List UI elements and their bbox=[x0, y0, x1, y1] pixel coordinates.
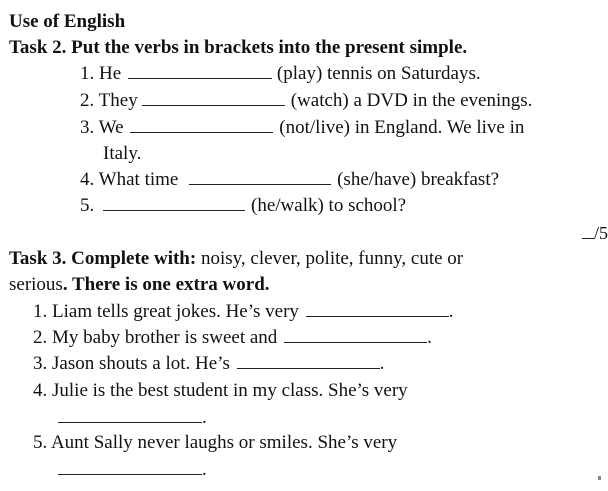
item-number: 4. bbox=[33, 380, 48, 401]
task2-item-1 bbox=[80, 63, 481, 85]
task3-instruction: . There is one extra word. bbox=[62, 274, 270, 295]
item-number: 3. bbox=[80, 117, 95, 138]
score-blank[interactable] bbox=[582, 223, 594, 239]
item-prompt-text: (play) tennis on Saturdays. bbox=[276, 63, 481, 84]
item-prompt-text: (she/have) breakfast? bbox=[337, 169, 500, 190]
item-number: 4. bbox=[80, 169, 95, 190]
item-sentence: Aunt Sally never laughs or smiles. She’s very bbox=[50, 432, 398, 453]
task3-item-5 bbox=[33, 432, 397, 454]
item-prompt-text: (not/live) in England. We live in bbox=[279, 117, 525, 138]
scan-speck bbox=[598, 476, 601, 480]
item-full-stop: . bbox=[202, 407, 207, 428]
task2-item-4 bbox=[80, 169, 499, 191]
answer-blank[interactable] bbox=[237, 353, 380, 369]
item-lead-text: What time bbox=[98, 169, 179, 190]
task3-item-5-answer-line bbox=[58, 459, 207, 481]
task2-item-2 bbox=[80, 90, 532, 112]
score-total: /5 bbox=[594, 223, 608, 243]
item-number: 2. bbox=[33, 327, 48, 348]
item-prompt-text: (he/walk) to school? bbox=[251, 195, 407, 216]
task2-item-3 bbox=[80, 117, 524, 139]
item-number: 3. bbox=[33, 353, 48, 374]
task3-item-2 bbox=[33, 327, 432, 349]
item-number: 1. bbox=[80, 63, 95, 84]
answer-blank[interactable] bbox=[58, 459, 202, 475]
item-lead-text: We bbox=[98, 117, 124, 138]
answer-blank[interactable] bbox=[128, 63, 272, 79]
task3-item-4-answer-line bbox=[58, 407, 207, 429]
answer-blank[interactable] bbox=[284, 327, 427, 343]
item-full-stop: . bbox=[202, 459, 207, 480]
item-full-stop: . bbox=[448, 301, 454, 322]
answer-blank[interactable] bbox=[58, 407, 202, 423]
task3-word-list-end: serious bbox=[9, 274, 63, 295]
answer-blank[interactable] bbox=[103, 195, 245, 211]
item-number: 5. bbox=[80, 195, 95, 216]
task3-title-line-2 bbox=[9, 274, 270, 296]
item-sentence: Julie is the best student in my class. She’s very bbox=[52, 380, 408, 401]
answer-blank[interactable] bbox=[189, 169, 331, 185]
item-number: 2. bbox=[80, 90, 95, 111]
item-prompt-text: (watch) a DVD in the evenings. bbox=[290, 90, 533, 111]
task3-title bbox=[9, 248, 463, 270]
answer-blank[interactable] bbox=[142, 90, 285, 106]
section-heading: Use of English bbox=[9, 11, 126, 32]
item-full-stop: . bbox=[379, 353, 385, 374]
task2-item-5 bbox=[80, 195, 406, 217]
item-number: 1. bbox=[33, 301, 48, 322]
task3-title-label: Task 3. Complete with: bbox=[9, 248, 197, 269]
item-sentence: Jason shouts a lot. He’s bbox=[52, 353, 230, 374]
item-lead-text: They bbox=[98, 90, 138, 111]
task2-title: Task 2. Put the verbs in brackets into the present simple. bbox=[9, 37, 468, 58]
task2-item-3-continuation: Italy. bbox=[103, 143, 142, 164]
item-sentence: My baby brother is sweet and bbox=[52, 327, 278, 348]
task3-item-4 bbox=[33, 380, 408, 402]
task3-word-list: noisy, clever, polite, funny, cute or bbox=[196, 248, 464, 269]
item-sentence: Liam tells great jokes. He’s very bbox=[52, 301, 299, 322]
item-number: 5. bbox=[33, 432, 48, 453]
answer-blank[interactable] bbox=[130, 117, 273, 133]
task2-score bbox=[582, 222, 608, 244]
task3-item-1 bbox=[33, 301, 453, 323]
item-lead-text: He bbox=[99, 63, 122, 84]
item-full-stop: . bbox=[427, 327, 432, 348]
task3-item-3 bbox=[33, 353, 384, 375]
answer-blank[interactable] bbox=[306, 301, 449, 317]
